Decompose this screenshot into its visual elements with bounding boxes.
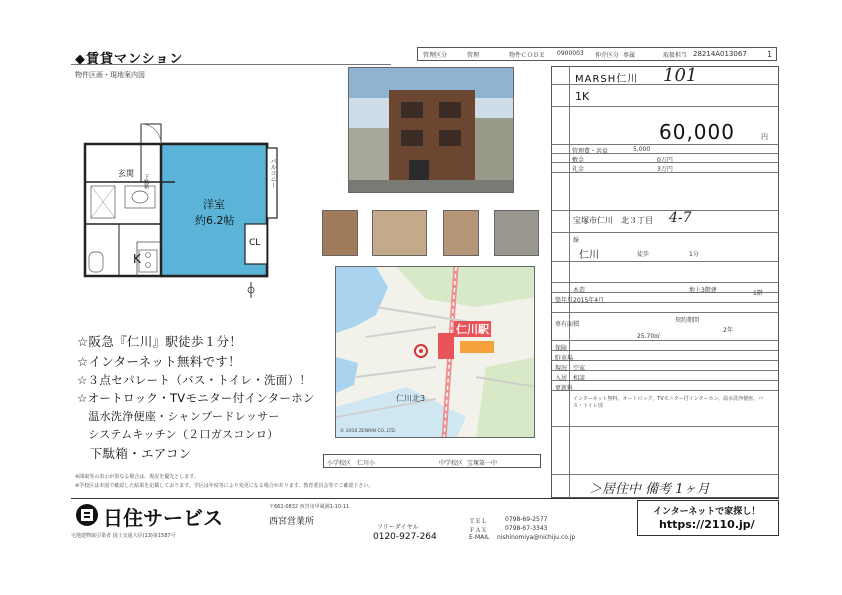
- school-district-table: [323, 454, 541, 468]
- interior-photo-2: [372, 210, 427, 256]
- interior-photo-4: [494, 210, 539, 256]
- note-2: ※学校区は本図で確認した結果を記載しております。学区は年度等により変更になる場合があります。教育委員会等でご確認下さい。: [75, 483, 374, 489]
- address: 宝塚市仁川 北３丁目: [573, 216, 653, 225]
- map-station-label: 仁川駅: [456, 323, 489, 336]
- station: 仁川: [579, 250, 599, 261]
- interior-photo-3: [443, 210, 479, 256]
- features-list: ☆阪急『仁川』駅徒歩１分！ ☆インターネット無料です！ ☆３点セパレート（バス・トイレ・洗面）！ ☆オートロック・TVモニター付インターホン 温水洗浄便座・シャンプードレッサー システムキッチン（２口ガスコンロ） 下駄箱・エアコン: [77, 334, 315, 461]
- floor-plan: 玄関 下駄箱 洋室 約6.2帖 バルコニー CL K: [79, 112, 279, 312]
- room-number: 101: [663, 65, 698, 86]
- note-1: ※間取等の表示が異なる場合は、現況を優先とします。: [75, 474, 199, 480]
- website-url[interactable]: https://2110.jp/: [659, 518, 755, 531]
- branch-name: 西宮営業所: [269, 517, 315, 527]
- freedial: 0120-927-264: [373, 532, 437, 542]
- property-number: 28214A013067: [693, 50, 747, 58]
- handwritten-note: ＞居住中 備考 1ヶ月: [589, 482, 710, 497]
- remarks: インターネット無料、オートロック、TVモニター付インターホン、温水洗浄便座、バス・トイレ別: [573, 396, 764, 409]
- email: nishinomiya@nichiju.co.jp: [497, 534, 576, 541]
- building-photo: [348, 67, 514, 193]
- company-logo: 日住サービス: [75, 502, 239, 528]
- layout: 1K: [575, 90, 590, 103]
- map-area-label: 仁川北3: [396, 394, 426, 403]
- property-sheet: ◆賃貸マンション 管理区分 管理 物件ＣＯＤＥ 0900003 仲介区分 専属 取扱担当 28214A013067 1 物件区画・現地案内図 玄関 下駄箱 洋室 約6.2帖 バルコニー CL K ☆阪急『仁川』駅徒歩１分！ ☆インターネット無料です！ ☆３点セパレート（バス・トイレ・洗面）！ ☆オートロック・TVモニター付インターホン 温水洗浄便座・シャンプードレッサー システムキッチン（２口ガスコンロ） 下駄箱・エアコン ※間取等の表示が異なる場合は、現況を優先とします。 ※学校区は本図で確認した結果を記載しております。学区は年度等により変更になる場合があります。教育委員会等でご確認下さい。 仁川駅 仁川北3 © 2016 ZENRIN CO.,LTD. 小学校区 仁川小 中学校区 宝塚第一中 MARSH仁川 101 1K 60,000 円 管理費・共益 5,000 敷金 0万円 礼金 3万円 宝塚市仁川 北３丁目 4-7 線 仁川 徒歩 1分 木造 地上3階建 1階 築年月 2015年4月 専有面積 25.70㎡ 契約期間 2年 保険 駐車場 現況 空家 入居 相談 更新料 インターネット無料、オートロック、TVモニター付インターホン、温水洗浄便座、バス・トイレ別 ＞居住中 備考 1ヶ月 日住サービス 西宮営業所 〒662-0832 西宮市甲風園1-10-11 宅地建物取引業者 国土交通大臣(13)第1587号 フリーダイヤル 0120-927-264 ＴＥＬ 0798-69-2577 ＦＡＸ 0798-67-3343 E-MAIL nishinomiya@nichiju.co.jp インターネットで家探し！ https://2110.jp/: [57, 26, 779, 544]
- listing-type: ◆賃貸マンション: [75, 52, 184, 67]
- section-label: 物件区画・現地案内図: [75, 71, 145, 79]
- property-name: MARSH仁川: [575, 74, 639, 85]
- rent-amount: 60,000: [659, 120, 735, 144]
- interior-photo-1: [322, 210, 358, 256]
- page-number: 1: [767, 50, 773, 59]
- address-handwritten: 4-7: [669, 210, 692, 226]
- location-map: 仁川駅 仁川北3 © 2016 ZENRIN CO.,LTD.: [335, 266, 535, 438]
